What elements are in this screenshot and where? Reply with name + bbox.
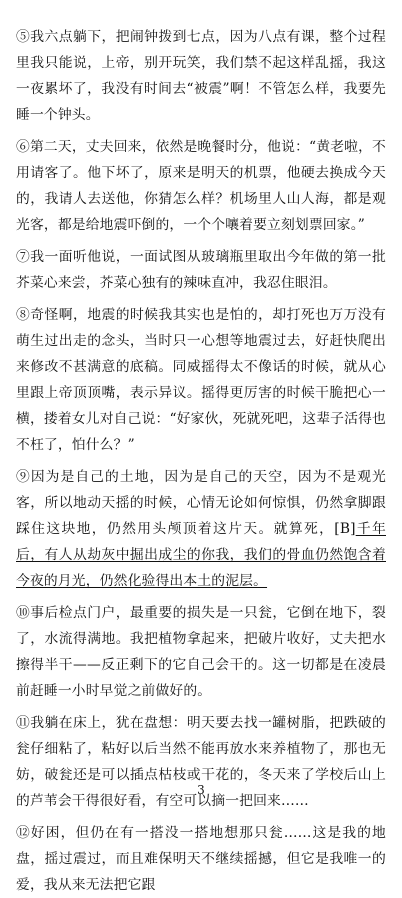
paragraph-text: 奇怪啊，地震的时候我其实也是怕的，却打死也万万没有萌生过出走的念头，当时只一心想等地震过去，好赶快爬出来修改不甚满意的底稿。同威摇得太不像话的时候，就从心里跟上帝顶顶嘴，表示异议。摇得更厉害的时候干脆把心一横，搂着女儿对自己说：“好家伙，死就死吧，这辈子活得也不枉了，怕什么？” (16, 307, 387, 453)
paragraph-9 (16, 464, 386, 594)
paragraph-number: ⑧ (16, 307, 31, 323)
paragraph-5 (16, 24, 386, 128)
paragraph-11 (16, 710, 386, 814)
paragraph-text: 我躺在床上，犹在盘想：明天要去找一罐树脂，把跌破的瓮仔细粘了，粘好以后当然不能再放水来养植物了，那也无妨，破瓮还是可以插点枯枝或干花的，冬天来了学校后山上的芦苇会干得很好看，有空可以摘一把回来…… (16, 715, 387, 809)
paragraph-text: 事后检点门户，最重要的损失是一只瓮，它倒在地下，裂了，水流得满地。我把植物拿起来，把破片收好，丈夫把水擦得半干——反正剩下的它自己会干的。这一切都是在凌晨前赶睡一小时早觉之前做好的。 (16, 605, 387, 699)
paragraph-number: ⑦ (16, 249, 31, 265)
paragraph-10 (16, 600, 386, 704)
underlined-sentence: 千年后，有人从劫灰中掘出成尘的你我，我们的骨血仍然饱含着今夜的月光，仍然化验得出本土的泥层。 (16, 521, 386, 589)
paragraph-8 (16, 302, 386, 458)
paragraph-number: ⑪ (16, 715, 31, 731)
paragraph-number: ⑫ (16, 825, 31, 841)
paragraph-text: 因为是自己的土地，因为是自己的天空，因为不是观光客，所以地动天摇的时候，心情无论如何惊惧，仍然拿脚跟踩住这块地，仍然用头颅顶着这片天。就算死，[B] (16, 469, 386, 537)
paragraph-12 (16, 820, 386, 898)
paragraph-text: 我一面听他说，一面试图从玻璃瓶里取出今年做的第一批芥菜心来尝，芥菜心独有的辣味直冲，我忍住眼泪。 (16, 249, 387, 291)
paragraph-6 (16, 134, 386, 238)
paragraph-text: 我六点躺下，把闹钟拨到七点，因为八点有课，整个过程里我只能说，上帝，别开玩笑，我们禁不起这样乱摇，我这一夜累坏了，我没有时间去“被震”啊！不管怎么样，我要先睡一个钟头。 (16, 29, 387, 123)
paragraph-number: ⑩ (16, 605, 31, 621)
paragraph-number: ⑥ (16, 139, 30, 155)
paragraph-number: ⑨ (16, 469, 31, 485)
paragraph-text: 好困，但仍在有一搭没一搭地想那只瓮……这是我的地盘，摇过震过，而且难保明天不继续摇撼，但它是我唯一的爱，我从来无法把它跟 (16, 825, 386, 893)
paragraph-text: 第二天，丈夫回来，依然是晚餐时分，他说：“黄老啦，不用请客了。他下坏了，原来是明天的机票，他硬去换成今天的，我请人去送他，你猜怎么样？机场里人山人海，都是观光客，都是给地震吓倒的，一个个嚷着要立刻划票回家。” (16, 139, 387, 233)
paragraph-7 (16, 244, 386, 296)
paragraph-number: ⑤ (16, 29, 31, 45)
page-number: 3 (197, 783, 205, 797)
